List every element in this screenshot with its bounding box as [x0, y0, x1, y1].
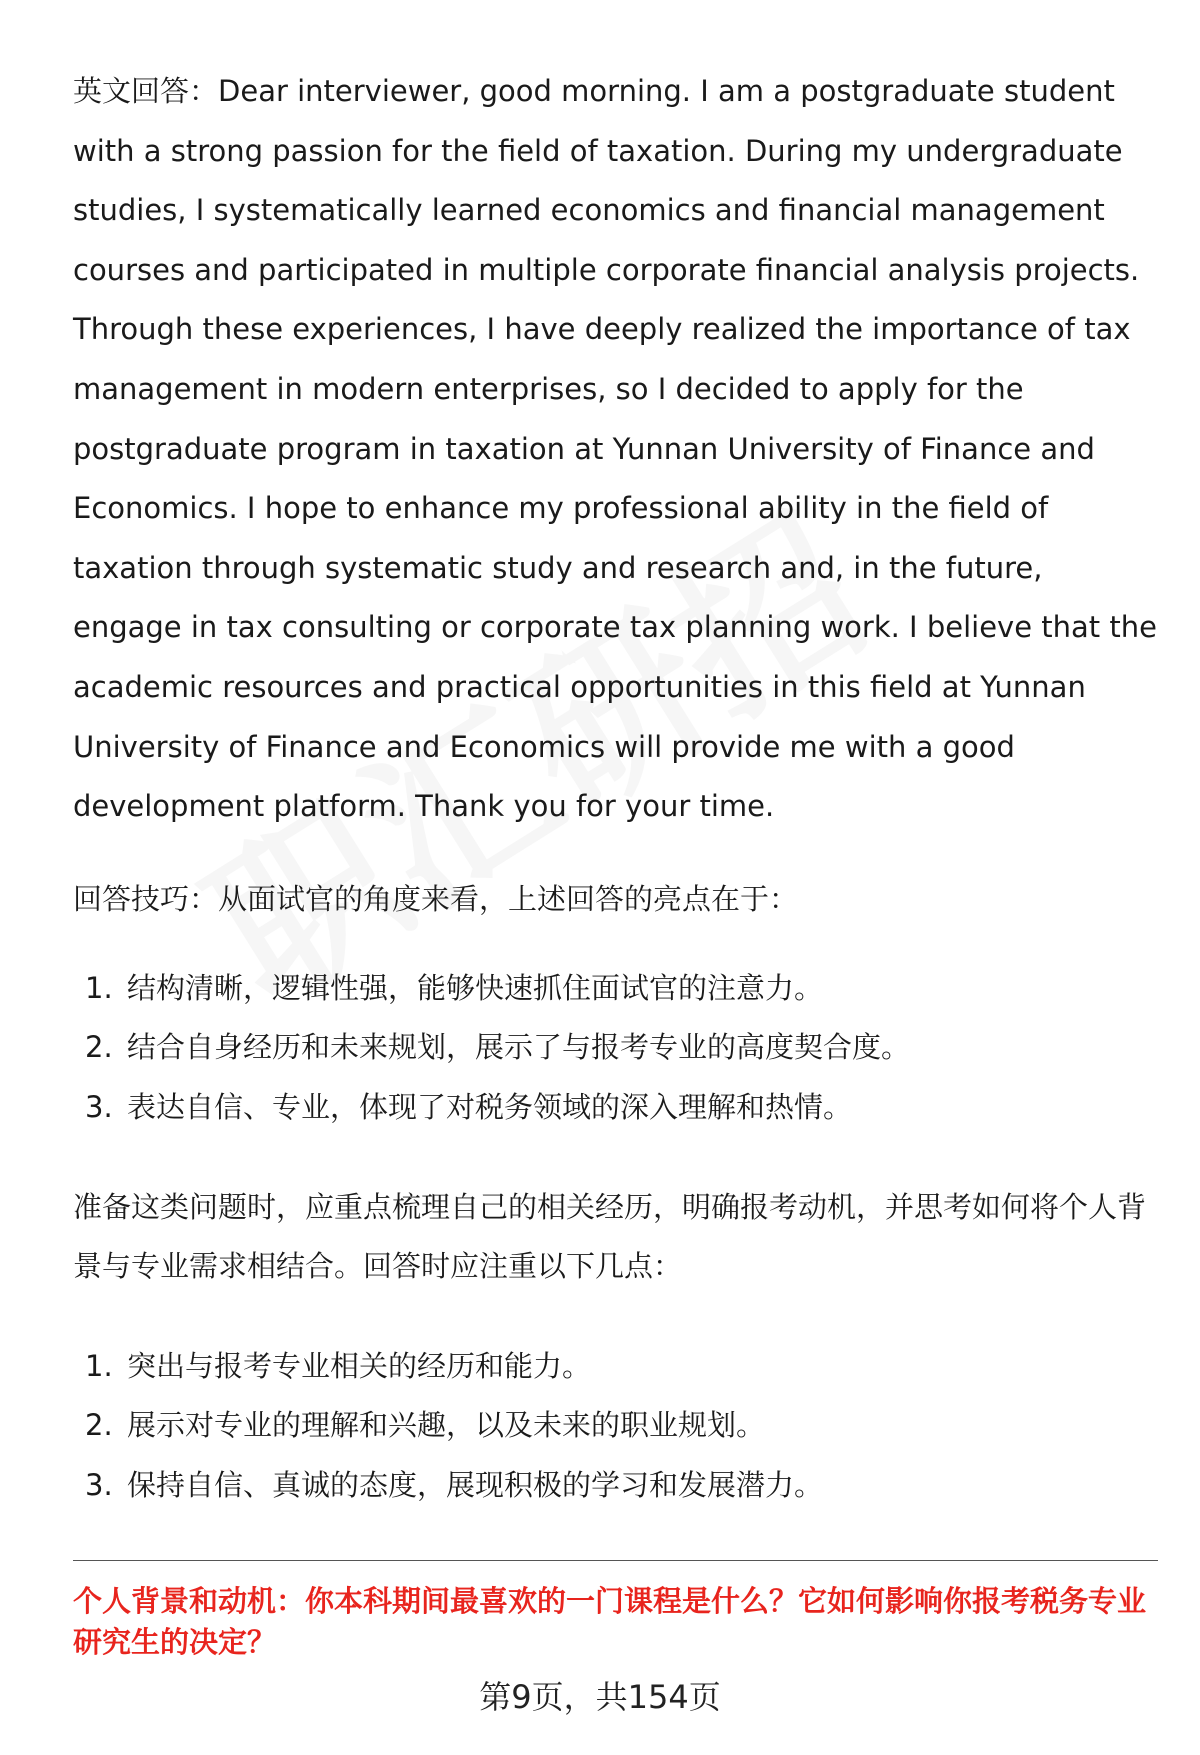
answer-text: Dear interviewer, good morning. I am a postgraduate student with a strong passion for the field of taxation. During my undergraduate studies, I systematically learned economics and financial management courses and participated in multiple corporate financial analysis projects. Through these experiences, I have deeply realized the importance of tax management in modern enterprises, so I decided to apply for the postgraduate program in taxation at Yunnan University of Finance and Economics. I hope to enhance my professional ability in the field of taxation through systematic study and research and, in the future, engage in tax consulting or corporate tax planning work. I believe that the academic resources and practical opportunities in this field at Yunnan University of Finance and Economics will provide me with a good development platform. Thank you for your time. [73, 74, 1157, 824]
tips-intro-text: 从面试官的角度来看，上述回答的亮点在于： [218, 881, 799, 916]
list-item [73, 1078, 1158, 1138]
section-divider [73, 1560, 1158, 1561]
page-number: 第9页，共154页 [479, 1678, 721, 1716]
answer-label: 英文回答： [73, 74, 219, 108]
list-number: 1. [85, 970, 113, 1005]
document-page [73, 62, 1158, 1663]
list-item-text: 表达自信、专业，体现了对税务领域的深入理解和热情。 [127, 1089, 853, 1124]
list-item-text: 突出与报考专业相关的经历和能力。 [127, 1348, 592, 1383]
preparation-list [73, 1337, 1158, 1516]
list-item-text: 展示对专业的理解和兴趣，以及未来的职业规划。 [127, 1408, 766, 1443]
next-question-heading: 个人背景和动机：你本科期间最喜欢的一门课程是什么？它如何影响你报考税务专业研究生的决定？ [73, 1584, 1147, 1660]
list-item [73, 1337, 1158, 1397]
list-number: 2. [85, 1408, 113, 1443]
preparation-paragraph: 准备这类问题时，应重点梳理自己的相关经历，明确报考动机，并思考如何将个人背景与专业需求相结合。回答时应注重以下几点： [73, 1189, 1147, 1284]
english-answer [73, 62, 1158, 837]
tips-label: 回答技巧： [73, 881, 219, 916]
list-item [73, 1396, 1158, 1456]
list-number: 1. [85, 1348, 113, 1383]
tips-intro [73, 879, 1158, 919]
list-item [73, 1018, 1158, 1078]
list-item-text: 保持自信、真诚的态度，展现积极的学习和发展潜力。 [127, 1467, 824, 1502]
list-number: 3. [85, 1467, 113, 1502]
list-item-text: 结合自身经历和未来规划，展示了与报考专业的高度契合度。 [127, 1030, 911, 1065]
tips-list [73, 959, 1158, 1138]
list-number: 2. [85, 1030, 113, 1065]
list-item [73, 1456, 1158, 1516]
list-item [73, 959, 1158, 1019]
list-item-text: 结构清晰，逻辑性强，能够快速抓住面试官的注意力。 [127, 970, 824, 1005]
list-number: 3. [85, 1089, 113, 1124]
